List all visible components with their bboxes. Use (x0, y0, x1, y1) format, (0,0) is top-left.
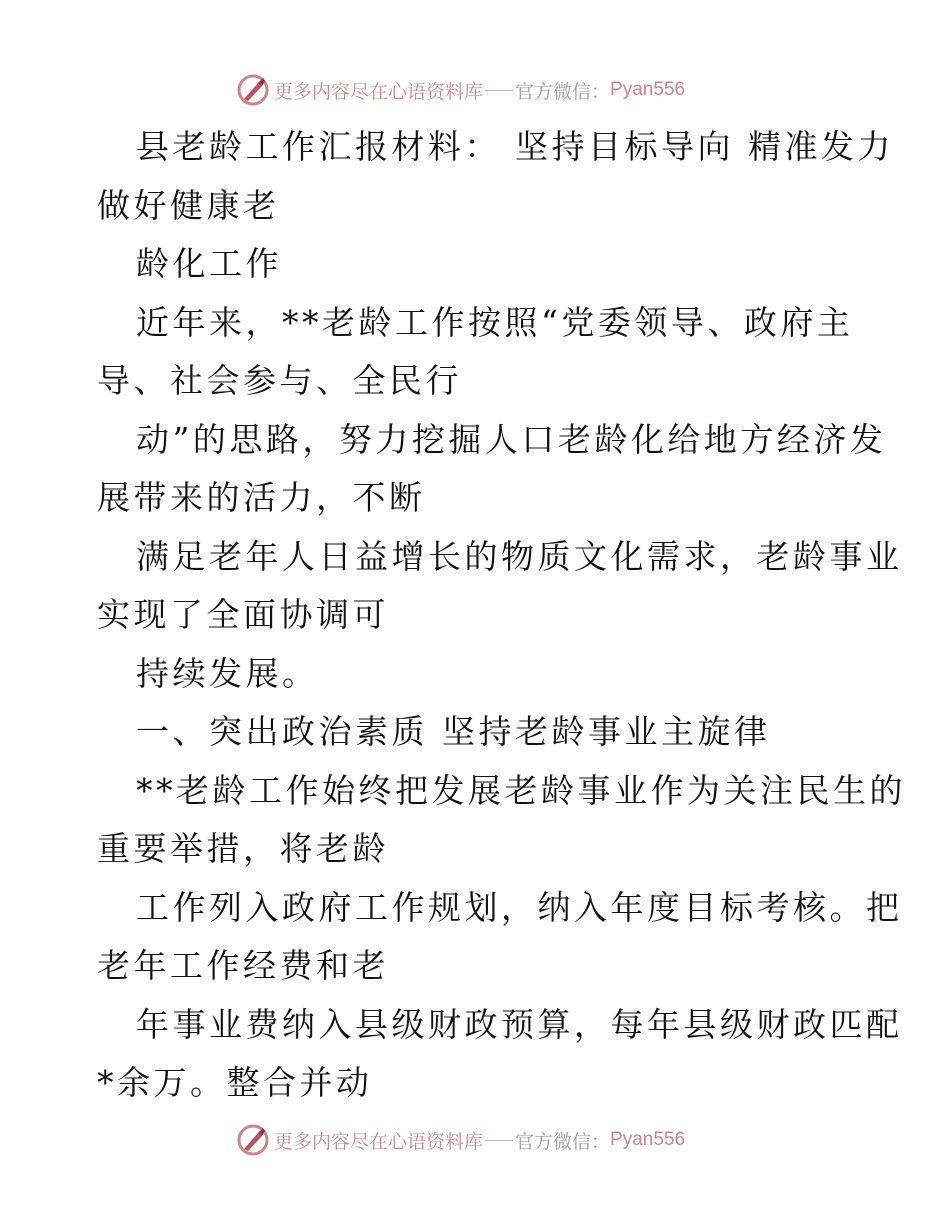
footer-watermark (236, 1122, 685, 1158)
doc-line: 做好健康老 (97, 185, 280, 225)
watermark-official-label: 官方微信： (515, 80, 611, 103)
document-body (97, 118, 906, 1113)
doc-line: 重要举措，将老龄 (97, 829, 389, 868)
doc-line: *余万。整合并动 (97, 1063, 373, 1102)
watermark-site-text: 更多内容尽在心语资料库 (274, 1130, 484, 1153)
watermark-official-label: 官方微信： (515, 1130, 611, 1153)
header-watermark (236, 72, 685, 108)
doc-line: 导、社会参与、全民行 (97, 361, 462, 400)
watermark-dash (485, 90, 513, 91)
watermark-dash (485, 1140, 513, 1141)
doc-line: 工作列入政府工作规划，纳入年度目标考核。把 (136, 887, 903, 927)
doc-line: 县老龄工作汇报材料： 坚持目标导向 精准发力 (136, 127, 894, 166)
doc-line: 近年来，**老龄工作按照“党委领导、政府主 (136, 302, 854, 342)
doc-line: 满足老年人日益增长的物质文化需求，老龄事业 (136, 536, 903, 576)
doc-line: 展带来的活力，不断 (97, 478, 426, 517)
doc-line: **老龄工作始终把发展老龄事业作为关注民生的 (136, 770, 906, 810)
pen-logo-icon (236, 73, 270, 107)
watermark-account-id: Pyan556 (610, 79, 686, 100)
doc-line: 动”的思路，努力挖掘人口老龄化给地方经济发 (136, 419, 887, 459)
doc-line: 龄化工作 (136, 244, 282, 283)
doc-line: 老年工作经费和老 (97, 946, 389, 985)
watermark-site-text: 更多内容尽在心语资料库 (274, 80, 484, 103)
pen-logo-icon (236, 1123, 270, 1157)
doc-line: 持续发展。 (136, 653, 319, 693)
section-heading: 一、突出政治素质 坚持老龄事业主旋律 (136, 712, 771, 751)
watermark-account-id: Pyan556 (610, 1129, 686, 1150)
doc-line: 年事业费纳入县级财政预算，每年县级财政匹配 (136, 1004, 903, 1044)
doc-line: 实现了全面协调可 (97, 595, 389, 634)
